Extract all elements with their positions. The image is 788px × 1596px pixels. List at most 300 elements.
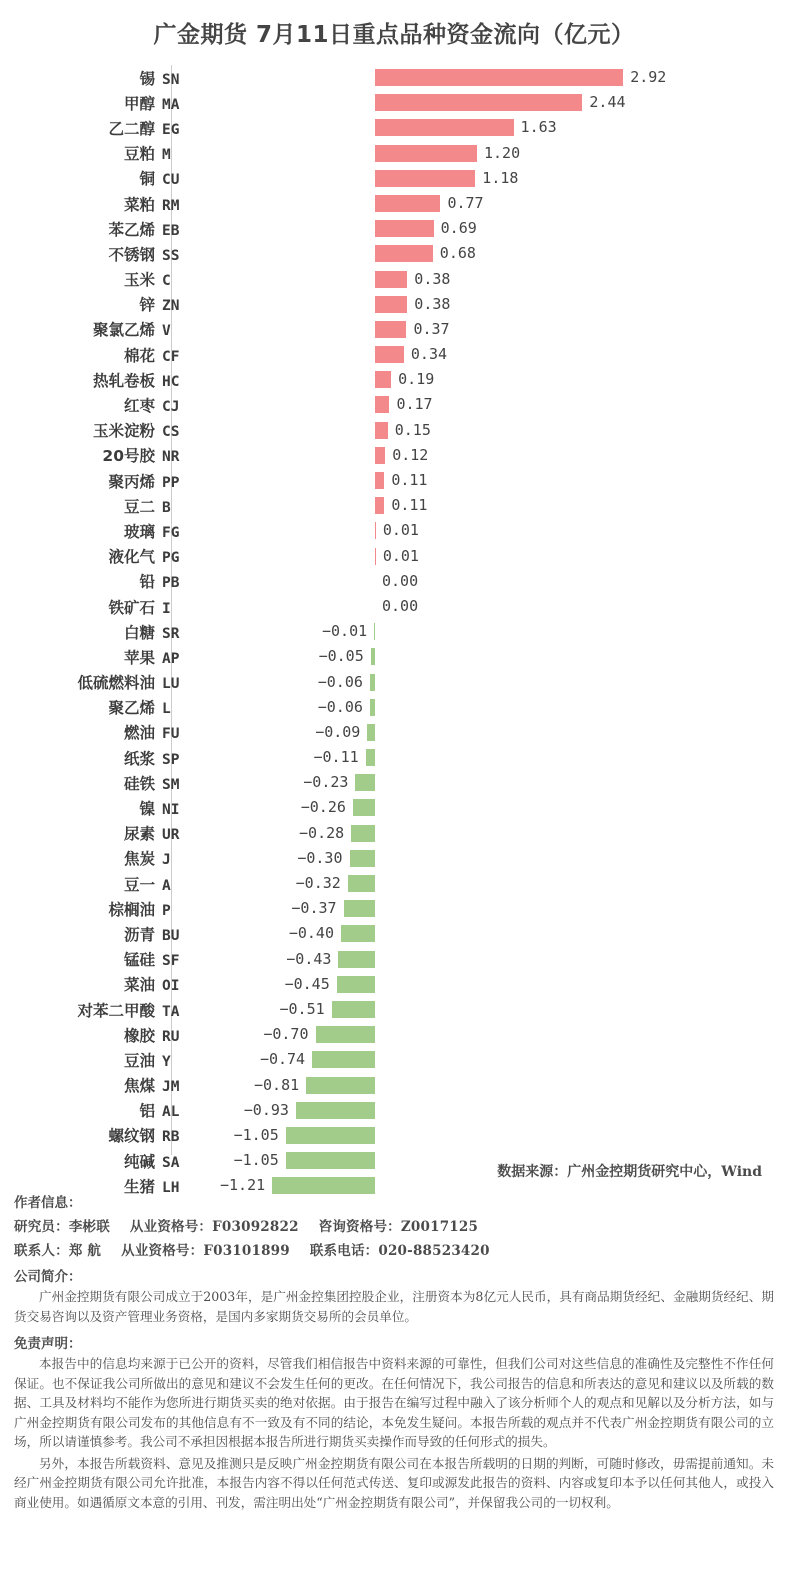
category-name: 豆一 (123, 875, 155, 894)
bar-track (204, 166, 788, 191)
category-code: NR (162, 449, 180, 466)
chart-row (0, 191, 788, 216)
category-label (0, 218, 204, 240)
category-name: 液化气 (108, 548, 155, 567)
bar-value-label: 1.20 (484, 143, 521, 162)
category-name: 沥青 (123, 925, 155, 944)
category-name: 20号胶 (102, 447, 155, 466)
bar-track (204, 871, 788, 896)
bar (337, 976, 375, 993)
category-name: 不锈钢 (108, 245, 155, 264)
bar-track (204, 90, 788, 115)
bar (351, 825, 375, 842)
bar-track (204, 292, 788, 317)
category-code: P (162, 902, 171, 919)
phone-number: 020-88523420 (378, 1243, 490, 1259)
bar-value-label: −0.30 (297, 848, 343, 867)
category-label (0, 344, 204, 366)
category-name: 聚氯乙烯 (92, 321, 155, 340)
contact-name: 郑 航 (68, 1243, 102, 1259)
bar (296, 1102, 375, 1119)
chart-row (0, 644, 788, 669)
chart-row (0, 115, 788, 140)
category-code: CJ (162, 399, 180, 416)
category-label (0, 268, 204, 290)
category-label (0, 1099, 204, 1121)
researcher-name: 李彬联 (68, 1219, 110, 1235)
category-code: I (162, 600, 171, 617)
company-heading: 公司简介： (14, 1269, 82, 1285)
bar-track (204, 1173, 788, 1198)
category-code: NI (162, 802, 180, 819)
chart-row (0, 544, 788, 569)
bar-track (204, 972, 788, 997)
chart-row (0, 1148, 788, 1173)
bar-track (204, 594, 788, 619)
category-label (0, 394, 204, 416)
category-name: 生猪 (123, 1177, 155, 1196)
bar-value-label: −0.28 (299, 823, 345, 842)
chart-row (0, 141, 788, 166)
bar (375, 422, 388, 439)
bar (375, 245, 433, 262)
contact-qualification-label: 从业资格号： (121, 1243, 204, 1259)
bar-track (204, 821, 788, 846)
category-name: 热轧卷板 (92, 371, 155, 390)
category-name: 橡胶 (123, 1026, 155, 1045)
chart-row (0, 292, 788, 317)
bar-track (204, 468, 788, 493)
bar-track (204, 720, 788, 745)
category-name: 棕榈油 (108, 900, 155, 919)
bar-track (204, 191, 788, 216)
qualification-no: F03092822 (212, 1219, 299, 1235)
bar-value-label: −0.32 (295, 874, 341, 892)
category-label (0, 1124, 204, 1146)
chart-row (0, 846, 788, 871)
category-label (0, 797, 204, 819)
bar-track (204, 342, 788, 367)
category-name: 铝 (139, 1102, 155, 1121)
chart-row (0, 821, 788, 846)
bar-value-label: 0.11 (391, 496, 428, 515)
bar-track (204, 921, 788, 946)
bar (306, 1077, 375, 1094)
bar-track (204, 267, 788, 292)
bar-track (204, 1022, 788, 1047)
chart-row (0, 166, 788, 191)
bar-value-label: 0.68 (439, 244, 476, 263)
bar (375, 145, 477, 162)
chart-row (0, 896, 788, 921)
bar-value-label: −0.06 (317, 672, 363, 691)
bar (348, 875, 375, 892)
category-label (0, 772, 204, 794)
category-code: UR (162, 827, 180, 844)
bar-track (204, 367, 788, 392)
bar-track (204, 216, 788, 241)
category-label (0, 847, 204, 869)
chart-row (0, 90, 788, 115)
category-label (0, 1049, 204, 1071)
chart-row (0, 594, 788, 619)
bar-track (204, 896, 788, 921)
chart-row (0, 670, 788, 695)
category-code: LH (162, 1179, 180, 1196)
bar-value-label: 0.01 (382, 521, 419, 540)
bar (375, 548, 376, 565)
bar (375, 447, 385, 464)
category-name: 锰硅 (123, 951, 155, 970)
category-code: SA (162, 1154, 180, 1171)
bar (286, 1152, 375, 1169)
category-name: 聚丙烯 (108, 472, 155, 491)
bar (375, 371, 391, 388)
category-label (0, 646, 204, 668)
bar-track (204, 1073, 788, 1098)
bar (350, 850, 376, 867)
bar-value-label: −0.40 (288, 924, 334, 943)
chart-row (0, 1173, 788, 1198)
chart-row (0, 997, 788, 1022)
category-name: 苯乙烯 (108, 220, 155, 239)
category-code: AL (162, 1104, 180, 1121)
category-label (0, 948, 204, 970)
category-name: 焦炭 (123, 850, 155, 869)
category-code: CU (162, 172, 180, 189)
category-code: EB (162, 222, 180, 239)
bar-track (204, 745, 788, 770)
bar-value-label: −0.70 (263, 1025, 309, 1044)
category-code: SN (162, 71, 180, 88)
category-code: SF (162, 953, 180, 970)
bar-value-label: −0.74 (259, 1050, 306, 1069)
category-code: ZN (162, 298, 180, 315)
category-name: 纯碱 (123, 1152, 155, 1171)
bar-value-label: 0.12 (392, 445, 429, 464)
chart-row (0, 947, 788, 972)
category-code: A (162, 877, 171, 894)
bar-value-label: −0.37 (291, 899, 337, 918)
bar-track (204, 644, 788, 669)
category-name: 焦煤 (123, 1077, 155, 1096)
category-label (0, 621, 204, 643)
bar-track (204, 1047, 788, 1072)
category-label (0, 1024, 204, 1046)
bar (375, 94, 582, 111)
bar-track (204, 115, 788, 140)
bar-track (204, 392, 788, 417)
category-name: 螺纹钢 (108, 1127, 155, 1146)
bar (371, 648, 375, 665)
bar-track (204, 947, 788, 972)
category-code: SP (162, 751, 180, 768)
bar (374, 623, 375, 640)
bar-value-label: 0.37 (413, 319, 450, 338)
disclaimer-paragraph-2: 另外，本报告所载资料、意见及推测只是反映广州金控期货有限公司在本报告所载明的日期的判断，可随时修改，毋需提前通知。未经广州金控期货有限公司允许批准，本报告内容不得以任何范式传送、复印或源发此报告的资料、内容或复印本予以任何其他人，或投入商业使用。如遇循原文本意的引用、刊发，需注明出处“广州金控期货有限公司”，并保留我公司的一切权利。 (14, 1455, 774, 1510)
bar-track (204, 443, 788, 468)
category-label (0, 117, 204, 139)
bar-value-label: −1.21 (219, 1176, 266, 1195)
researcher-label: 研究员： (14, 1219, 69, 1235)
category-code: TA (162, 1003, 180, 1020)
bar (332, 1001, 375, 1018)
category-label (0, 444, 204, 466)
category-code: B (162, 499, 171, 516)
bar-track (204, 846, 788, 871)
bar-value-label: −0.93 (243, 1100, 289, 1119)
category-label (0, 999, 204, 1021)
chart-row (0, 342, 788, 367)
category-name: 镍 (139, 800, 155, 819)
bar (286, 1127, 375, 1144)
chart-row (0, 443, 788, 468)
category-label (0, 67, 204, 89)
bar-value-label: −0.51 (279, 999, 325, 1018)
category-label (0, 545, 204, 567)
chart-row (0, 745, 788, 770)
bar-track (204, 317, 788, 342)
bar-value-label: 0.38 (414, 269, 451, 288)
bar-value-label: 0.15 (394, 420, 431, 439)
category-code: SR (162, 625, 180, 642)
category-label (0, 822, 204, 844)
bar (353, 799, 375, 816)
category-name: 菜油 (123, 976, 155, 995)
company-text: 广州金控期货有限公司成立于2003年，是广州金控集团控股企业，注册资本为8亿元人民币，具有商品期货经纪、金融期货经纪、期货交易咨询以及资产管理业务资格，是国内多家期货交易所的会员单位。 (14, 1289, 774, 1324)
bar-value-label: 0.01 (382, 546, 419, 565)
chart-row (0, 695, 788, 720)
category-code: LU (162, 676, 180, 693)
chart-row (0, 921, 788, 946)
category-label (0, 92, 204, 114)
bar-value-label: 0.00 (382, 571, 419, 590)
contact-qualification-no: F03101899 (203, 1243, 290, 1259)
category-code: CF (162, 348, 180, 365)
category-name: 对苯二甲酸 (77, 1001, 155, 1020)
bar (366, 749, 375, 766)
category-code: C (162, 273, 171, 290)
bar-value-label: 0.34 (410, 345, 448, 364)
category-label (0, 923, 204, 945)
category-code: Y (162, 1053, 171, 1070)
bar-rows (0, 65, 788, 1198)
chart-row (0, 1022, 788, 1047)
bar-track (204, 997, 788, 1022)
phone-label: 联系电话： (309, 1243, 379, 1259)
category-label (0, 747, 204, 769)
chart-row (0, 871, 788, 896)
bar-value-label: −0.26 (300, 798, 346, 817)
chart-row (0, 518, 788, 543)
category-code: PG (162, 550, 180, 567)
bar-value-label: 0.69 (440, 219, 477, 238)
bar-value-label: 0.00 (382, 596, 419, 615)
category-code: JM (162, 1079, 180, 1096)
category-name: 燃油 (123, 724, 155, 743)
qualification-label: 从业资格号： (129, 1219, 213, 1235)
bar-value-label: 0.19 (398, 370, 435, 389)
category-name: 甲醇 (123, 94, 155, 113)
category-name: 豆油 (123, 1051, 155, 1070)
bar-track (204, 770, 788, 795)
category-label (0, 1074, 204, 1096)
bar (370, 699, 375, 716)
bar (375, 522, 376, 539)
category-label (0, 1175, 204, 1197)
chart-row (0, 65, 788, 90)
bar (375, 346, 404, 363)
bar-value-label: −0.11 (313, 748, 359, 767)
category-code: J (162, 852, 171, 869)
bar-value-label: −0.06 (317, 697, 363, 716)
bar (344, 900, 375, 917)
category-label (0, 495, 204, 517)
category-name: 尿素 (123, 825, 155, 844)
category-code: RB (162, 1129, 180, 1146)
category-code: FG (162, 524, 180, 541)
page-title: 广金期货 7月11日重点品种资金流向（亿元） (153, 22, 635, 48)
category-name: 铅 (139, 573, 155, 592)
category-code: L (162, 701, 171, 718)
bar-track (204, 141, 788, 166)
bar-track (204, 65, 788, 90)
category-label (0, 142, 204, 164)
category-label (0, 369, 204, 391)
bar-value-label: 2.44 (589, 93, 626, 112)
chart-row (0, 720, 788, 745)
chart-row (0, 972, 788, 997)
bar-track (204, 241, 788, 266)
category-label (0, 167, 204, 189)
bar (272, 1177, 375, 1194)
category-label (0, 243, 204, 265)
category-name: 低硫燃料油 (77, 674, 155, 693)
bar-value-label: 1.18 (482, 168, 519, 187)
category-label (0, 671, 204, 693)
bar-value-label: −0.45 (284, 974, 330, 993)
bar-value-label: 2.92 (630, 68, 667, 86)
category-label (0, 419, 204, 441)
bar (375, 321, 406, 338)
category-name: 豆二 (123, 497, 155, 516)
category-code: BU (162, 927, 180, 944)
bar-value-label: 0.38 (414, 294, 451, 313)
bar-track (204, 569, 788, 594)
bar (375, 195, 440, 212)
category-name: 锌 (139, 296, 155, 315)
researcher-line (14, 1215, 774, 1235)
bar-value-label: 0.77 (447, 193, 484, 212)
category-name: 乙二醇 (108, 119, 155, 138)
category-code: FU (162, 726, 180, 743)
chart-row (0, 569, 788, 594)
category-name: 玉米 (123, 271, 155, 290)
bar (375, 472, 384, 489)
category-name: 铜 (139, 170, 155, 189)
category-name: 棉花 (123, 346, 155, 365)
bar-value-label: −0.81 (253, 1075, 300, 1094)
category-label (0, 873, 204, 895)
category-label (0, 721, 204, 743)
category-code: EG (162, 121, 180, 138)
bar-value-label: 1.63 (520, 118, 557, 137)
category-code: RM (162, 197, 180, 214)
category-name: 纸浆 (123, 749, 155, 768)
footer (0, 1191, 788, 1512)
category-code: SM (162, 776, 180, 793)
category-code: MA (162, 96, 180, 113)
contact-label: 联系人： (14, 1243, 69, 1259)
category-code: HC (162, 373, 180, 390)
category-label (0, 973, 204, 995)
bar-track (204, 518, 788, 543)
category-name: 菜粕 (123, 195, 155, 214)
chart-row (0, 418, 788, 443)
chart-row (0, 619, 788, 644)
bar (375, 396, 389, 413)
category-name: 聚乙烯 (108, 699, 155, 718)
category-name: 玻璃 (123, 522, 155, 541)
bar-value-label: 0.11 (391, 471, 428, 489)
category-label (0, 596, 204, 618)
author-info-heading: 作者信息： (14, 1195, 82, 1211)
category-label (0, 193, 204, 215)
category-label (0, 318, 204, 340)
category-code: V (162, 323, 171, 340)
category-label (0, 293, 204, 315)
category-name: 豆粕 (123, 145, 155, 164)
source-note: 数据来源：广州金控期货研究中心，Wind (497, 1164, 762, 1180)
chart-row (0, 241, 788, 266)
category-name: 锡 (139, 69, 155, 88)
category-code: SS (162, 247, 180, 264)
bar-track (204, 418, 788, 443)
bar (338, 951, 375, 968)
bar (375, 220, 434, 237)
bar-value-label: −0.01 (321, 622, 368, 641)
bar-value-label: −0.23 (303, 773, 349, 792)
bar (375, 119, 514, 136)
bar-track (204, 1098, 788, 1123)
bar (375, 296, 407, 313)
bar (375, 69, 623, 86)
category-label (0, 570, 204, 592)
chart-row (0, 1123, 788, 1148)
consult-no: Z0017125 (400, 1219, 479, 1235)
category-code: PP (162, 474, 180, 491)
category-code: RU (162, 1028, 180, 1045)
chart-row (0, 367, 788, 392)
category-name: 白糖 (123, 623, 155, 642)
category-code: OI (162, 978, 180, 995)
category-code: M (162, 147, 171, 164)
category-name: 红枣 (123, 397, 155, 416)
bar (316, 1026, 376, 1043)
bar-value-label: −0.09 (315, 722, 361, 741)
chart-row (0, 468, 788, 493)
bar (375, 497, 384, 514)
chart-row (0, 1098, 788, 1123)
category-code: PB (162, 575, 180, 592)
bar-track (204, 619, 788, 644)
category-code: AP (162, 650, 180, 667)
chart-row (0, 392, 788, 417)
contact-line (14, 1239, 774, 1259)
chart-row (0, 317, 788, 342)
bar-track (204, 544, 788, 569)
category-label (0, 1150, 204, 1172)
